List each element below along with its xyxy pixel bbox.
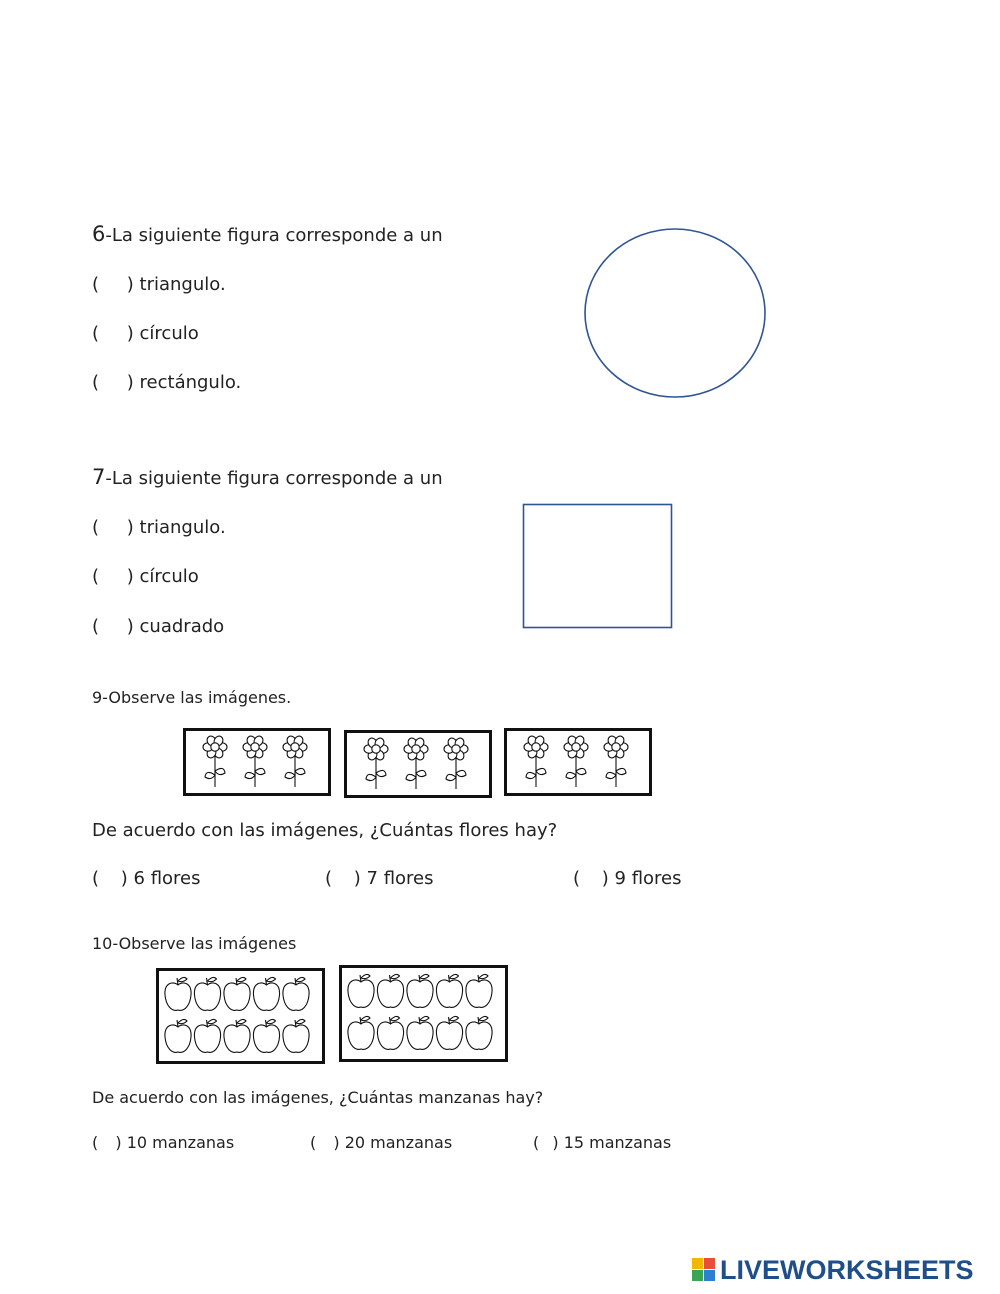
apple-icon <box>224 977 250 1010</box>
q7-option-3[interactable] <box>92 616 224 637</box>
q10-option-3-paren-close: ) <box>552 1133 559 1152</box>
q7-prompt-text: -La siguiente figura corresponde a un <box>105 468 443 489</box>
q6-circle-shape <box>582 227 768 401</box>
q9-option-1-paren-close: ) <box>120 868 128 889</box>
apple-icon <box>224 1019 250 1052</box>
q6-option-2-paren-open[interactable]: ( <box>92 323 100 344</box>
q9-option-3-paren-close: ) <box>601 868 609 889</box>
q10-title: 10-Observe las imágenes <box>92 934 297 953</box>
apple-icon <box>377 974 403 1007</box>
apple-group-1 <box>159 971 322 1061</box>
q9-option-3-paren-open[interactable]: ( <box>573 868 581 889</box>
flower-group-2 <box>347 733 489 795</box>
apple-icon <box>407 1016 433 1049</box>
q9-option-2-paren-close: ) <box>353 868 361 889</box>
q7-prompt <box>92 465 443 489</box>
q9-option-3[interactable] <box>573 868 682 889</box>
flower-group-1 <box>186 731 328 793</box>
apple-icon <box>194 977 220 1010</box>
q6-prompt-text: -La siguiente figura corresponde a un <box>105 225 443 246</box>
q10-option-2-label: 20 manzanas <box>344 1133 453 1152</box>
q10-option-1-label: 10 manzanas <box>126 1133 235 1152</box>
q10-option-2-paren-close: ) <box>333 1133 340 1152</box>
q6-number: 6 <box>92 222 106 246</box>
flower-box-2 <box>344 730 492 798</box>
apple-icon <box>348 974 374 1007</box>
q7-option-3-label: cuadrado <box>139 616 225 637</box>
flower-icon <box>243 735 267 787</box>
apple-icon <box>466 1016 492 1049</box>
q6-option-3-paren-close: ) <box>126 372 134 393</box>
q7-option-1-label: triangulo. <box>139 517 226 538</box>
flower-icon <box>604 735 628 787</box>
q6-option-1-paren-open[interactable]: ( <box>92 274 100 295</box>
q10-option-2[interactable] <box>310 1133 452 1152</box>
q10-option-1-paren-close: ) <box>115 1133 122 1152</box>
apple-icon <box>194 1019 220 1052</box>
apple-icon <box>407 974 433 1007</box>
q6-option-3-label: rectángulo. <box>139 372 242 393</box>
q9-option-2-paren-open[interactable]: ( <box>325 868 333 889</box>
q6-prompt <box>92 222 443 246</box>
flower-icon <box>364 737 388 789</box>
flower-box-3 <box>504 728 652 796</box>
apple-icon <box>436 974 462 1007</box>
flower-icon <box>404 737 428 789</box>
flower-box-1 <box>183 728 331 796</box>
q7-option-2-paren-open[interactable]: ( <box>92 566 100 587</box>
q7-option-1-paren-open[interactable]: ( <box>92 517 100 538</box>
q9-option-1[interactable] <box>92 868 201 889</box>
apple-icon <box>348 1016 374 1049</box>
apple-icon <box>165 1019 191 1052</box>
q7-number: 7 <box>92 465 106 489</box>
q7-option-2[interactable] <box>92 566 199 587</box>
q10-option-3[interactable] <box>533 1133 671 1152</box>
q6-option-2[interactable] <box>92 323 199 344</box>
q7-option-1[interactable] <box>92 517 226 538</box>
q6-option-1[interactable] <box>92 274 226 295</box>
q9-title: 9-Observe las imágenes. <box>92 688 292 707</box>
apple-icon <box>253 977 279 1010</box>
apple-icon <box>436 1016 462 1049</box>
q10-option-1-paren-open[interactable]: ( <box>92 1133 99 1152</box>
brand-name: LIVEWORKSHEETS <box>720 1254 974 1285</box>
apple-icon <box>283 1019 309 1052</box>
q6-option-3[interactable] <box>92 372 241 393</box>
q6-option-2-label: círculo <box>139 323 199 344</box>
apple-icon <box>253 1019 279 1052</box>
q9-option-2[interactable] <box>325 868 434 889</box>
apple-box-1 <box>156 968 325 1064</box>
apple-icon <box>377 1016 403 1049</box>
flower-group-3 <box>507 731 649 793</box>
flower-icon <box>203 735 227 787</box>
q7-option-2-label: círculo <box>139 566 199 587</box>
flower-icon <box>444 737 468 789</box>
apple-icon <box>466 974 492 1007</box>
q10-question: De acuerdo con las imágenes, ¿Cuántas manzanas hay? <box>92 1088 544 1107</box>
apple-icon <box>165 977 191 1010</box>
q9-option-2-label: 7 flores <box>366 868 434 889</box>
liveworksheets-logo <box>692 1254 974 1286</box>
q10-option-3-paren-open[interactable]: ( <box>533 1133 540 1152</box>
flower-icon <box>564 735 588 787</box>
q6-option-1-paren-close: ) <box>126 274 134 295</box>
q7-option-3-paren-close: ) <box>126 616 134 637</box>
q6-option-1-label: triangulo. <box>139 274 226 295</box>
apple-group-2 <box>342 968 505 1059</box>
q7-option-3-paren-open[interactable]: ( <box>92 616 100 637</box>
q7-square-shape <box>522 503 674 630</box>
liveworksheets-logo-icon <box>692 1258 716 1282</box>
flower-icon <box>283 735 307 787</box>
q7-option-2-paren-close: ) <box>126 566 134 587</box>
q9-question: De acuerdo con las imágenes, ¿Cuántas flores hay? <box>92 820 558 841</box>
q9-option-1-paren-open[interactable]: ( <box>92 868 100 889</box>
apple-box-2 <box>339 965 508 1062</box>
q7-option-1-paren-close: ) <box>126 517 134 538</box>
q6-option-2-paren-close: ) <box>126 323 134 344</box>
q6-option-3-paren-open[interactable]: ( <box>92 372 100 393</box>
q9-option-3-label: 9 flores <box>614 868 682 889</box>
q10-option-3-label: 15 manzanas <box>563 1133 672 1152</box>
q10-option-2-paren-open[interactable]: ( <box>310 1133 317 1152</box>
q9-option-1-label: 6 flores <box>133 868 201 889</box>
q10-option-1[interactable] <box>92 1133 234 1152</box>
apple-icon <box>283 977 309 1010</box>
flower-icon <box>524 735 548 787</box>
